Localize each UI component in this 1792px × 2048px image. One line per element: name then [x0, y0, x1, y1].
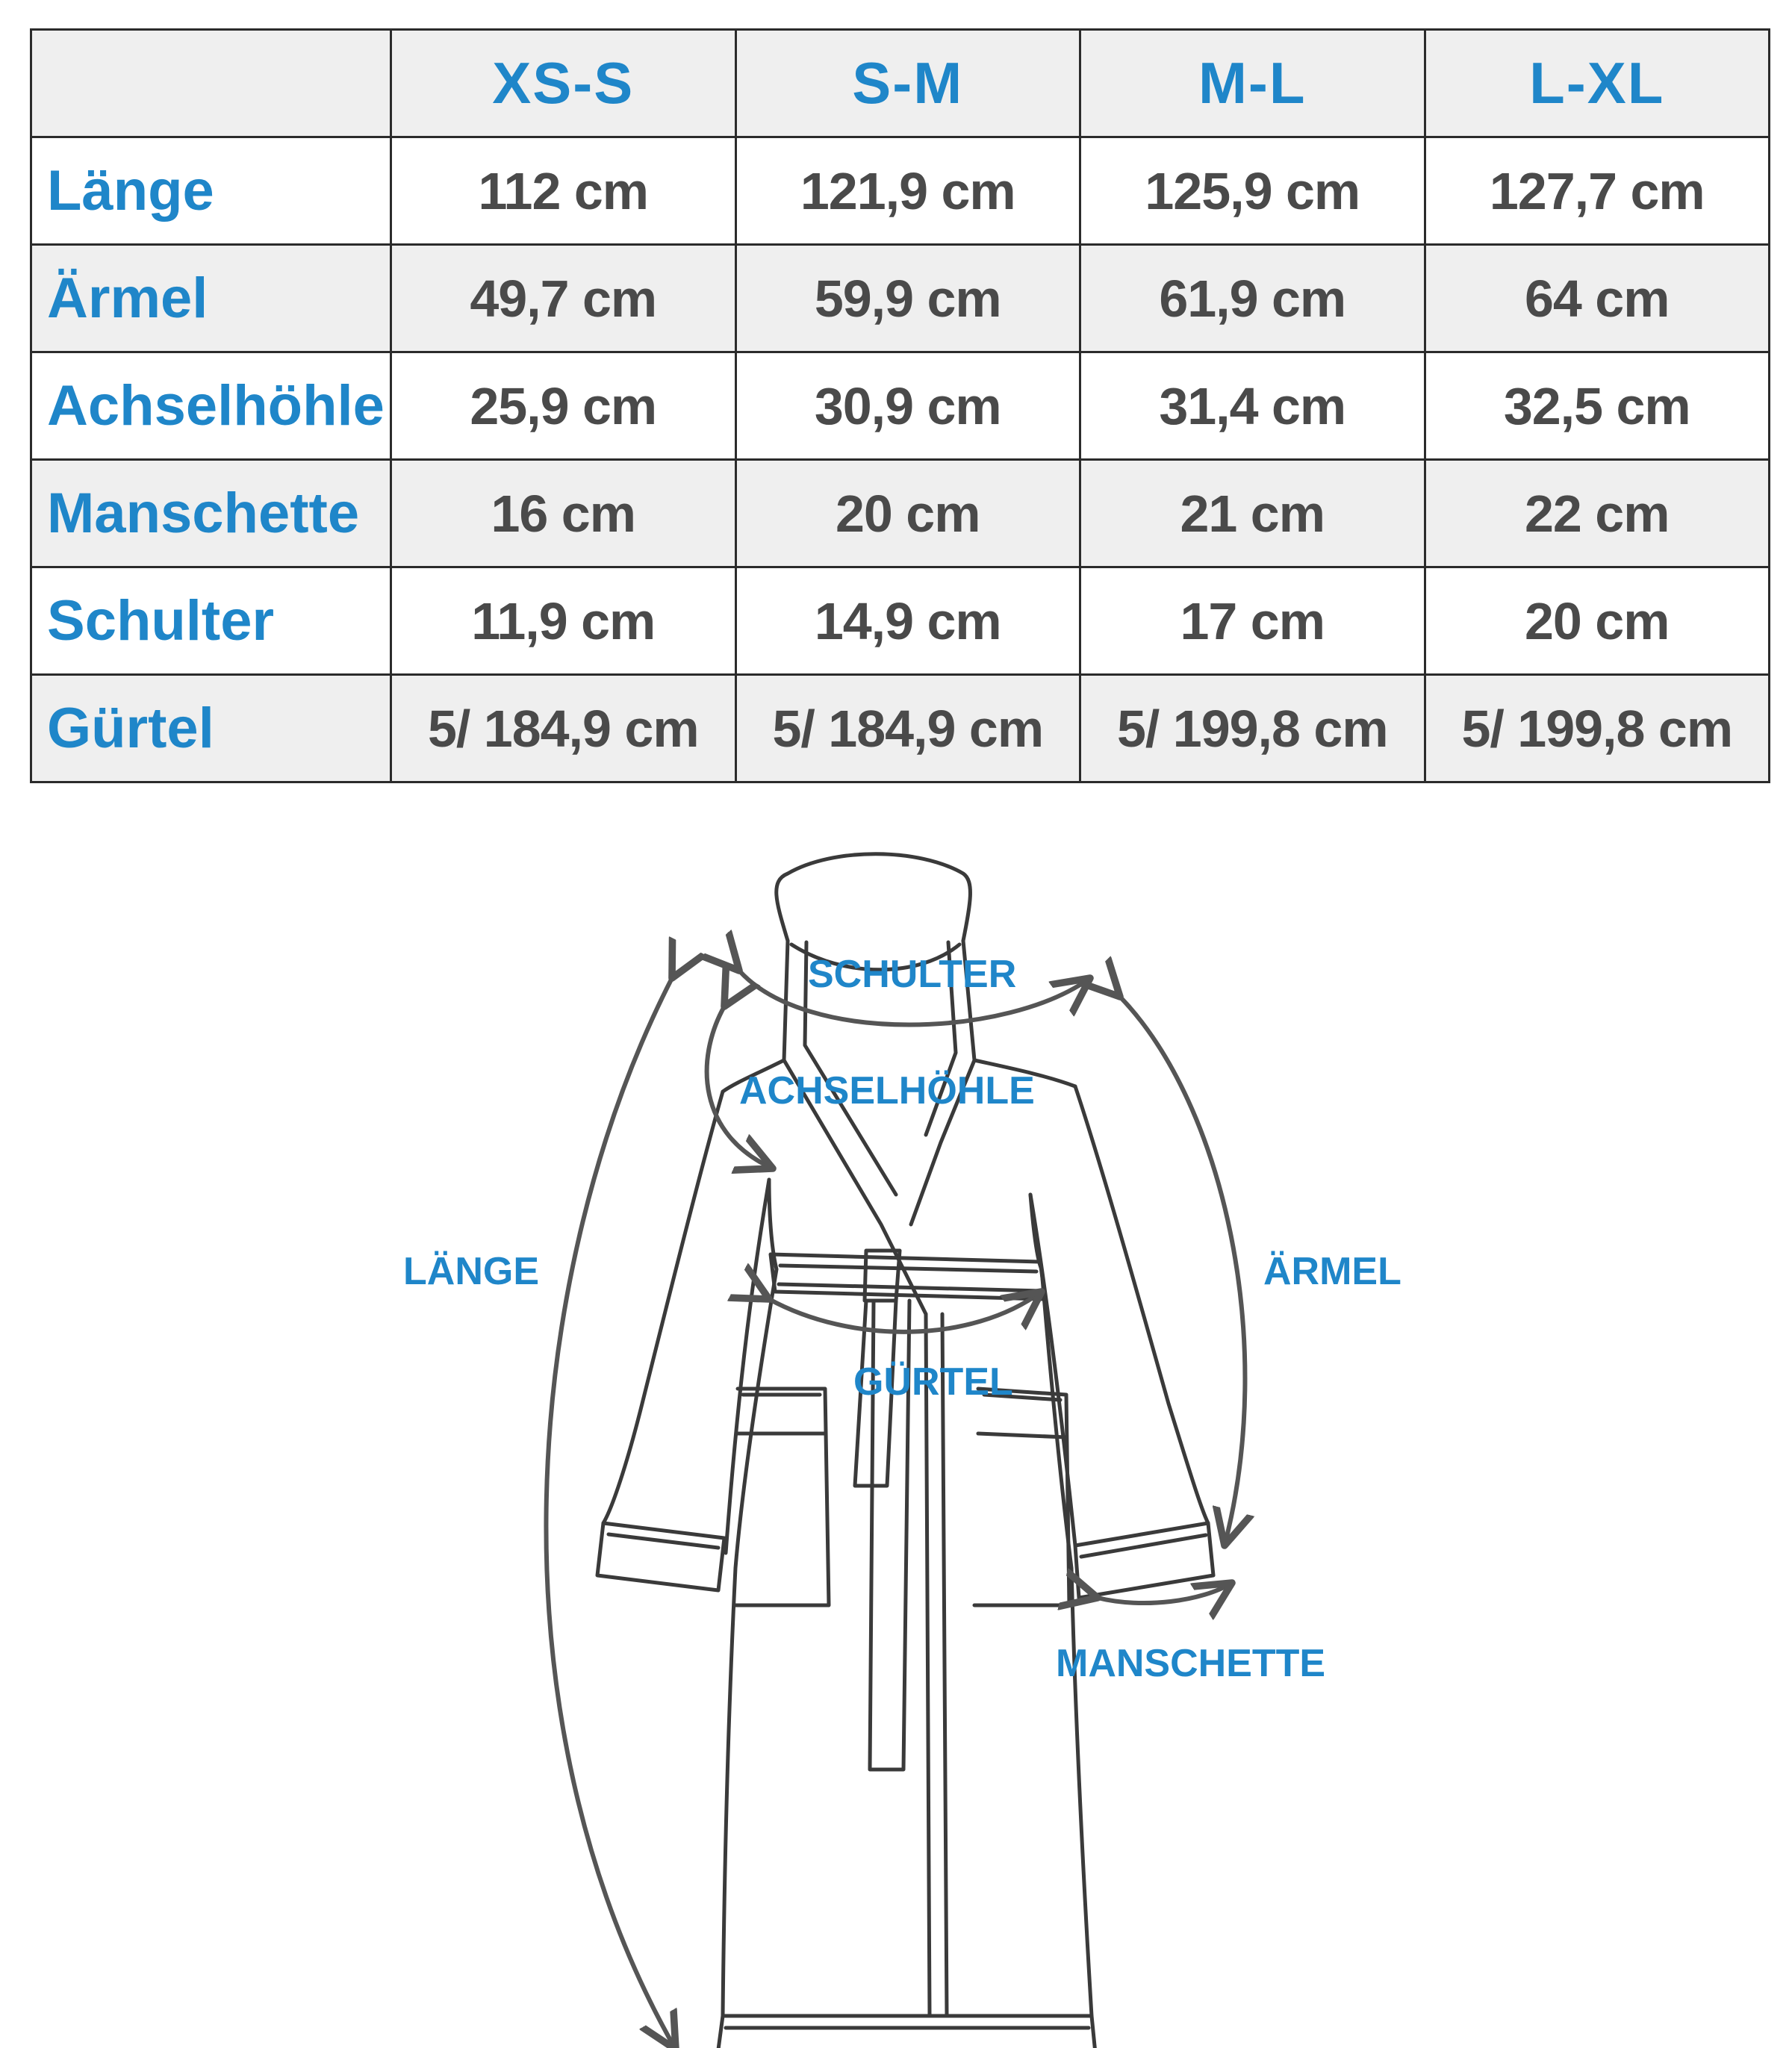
right-sleeve [1075, 1086, 1208, 1523]
right-pocket [974, 1389, 1069, 1605]
laenge-label: LÄNGE [403, 1250, 539, 1293]
size-header-xs-s: XS-S [391, 30, 736, 137]
right-cuff [1075, 1523, 1213, 1598]
front-edge [926, 1314, 930, 2016]
row-label: Länge [31, 137, 391, 245]
left-lapel [784, 941, 926, 1314]
table-cell: 121,9 cm [735, 137, 1080, 245]
table-cell: 20 cm [735, 460, 1080, 567]
left-pocket [735, 1389, 829, 1605]
table-cell: 32,5 cm [1425, 352, 1770, 460]
size-table [30, 28, 1770, 783]
table-cell: 59,9 cm [735, 245, 1080, 352]
size-header-l-xl: L-XL [1425, 30, 1770, 137]
table-cell: 5/ 199,8 cm [1080, 675, 1425, 782]
row-label: Gürtel [31, 675, 391, 782]
table-row-schulter [31, 567, 1770, 675]
measurement-arrows [546, 971, 1245, 2048]
table-row-guertel [31, 675, 1770, 782]
table-cell: 5/ 184,9 cm [735, 675, 1080, 782]
right-lapel [911, 941, 974, 1224]
row-label: Ärmel [31, 245, 391, 352]
table-cell: 17 cm [1080, 567, 1425, 675]
table-cell: 61,9 cm [1080, 245, 1425, 352]
size-header-m-l: M-L [1080, 30, 1425, 137]
belt-loop [865, 1251, 900, 1301]
table-cell: 14,9 cm [735, 567, 1080, 675]
table-cell: 5/ 184,9 cm [391, 675, 736, 782]
right-side [1030, 1195, 1092, 2016]
bathrobe-outline [597, 854, 1213, 2048]
right-shoulder [974, 1060, 1075, 1086]
left-shoulder [723, 1060, 784, 1092]
table-cell: 125,9 cm [1080, 137, 1425, 245]
table-cell: 20 cm [1425, 567, 1770, 675]
left-side [723, 1180, 777, 2016]
table-cell: 21 cm [1080, 460, 1425, 567]
achselhoehle-arrow [707, 1006, 773, 1168]
belt [771, 1254, 1045, 1299]
header-row [31, 30, 1770, 137]
table-cell: 22 cm [1425, 460, 1770, 567]
table-row-manschette [31, 460, 1770, 567]
left-sleeve [603, 1092, 723, 1523]
size-header-s-m: S-M [735, 30, 1080, 137]
aermel-arrow [1120, 997, 1245, 1546]
left-cuff [597, 1523, 724, 1590]
schulter-label: SCHULTER [808, 953, 1017, 996]
collar-outline [777, 854, 971, 941]
belt-tail-right [870, 1301, 909, 1770]
row-label: Achselhöhle [31, 352, 391, 460]
table-cell: 31,4 cm [1080, 352, 1425, 460]
table-row-aermel [31, 245, 1770, 352]
table-row-achselhoehle [31, 352, 1770, 460]
table-cell: 64 cm [1425, 245, 1770, 352]
table-row-laenge [31, 137, 1770, 245]
achselhoehle-label: ACHSELHÖHLE [739, 1069, 1035, 1112]
table-cell: 49,7 cm [391, 245, 736, 352]
manschette-arrow [1098, 1583, 1232, 1603]
table-cell: 16 cm [391, 460, 736, 567]
manschette-label: MANSCHETTE [1056, 1642, 1326, 1685]
hem [717, 2016, 1096, 2048]
table-cell: 11,9 cm [391, 567, 736, 675]
table-cell: 127,7 cm [1425, 137, 1770, 245]
guertel-arrow [769, 1292, 1042, 1332]
table-cell: 30,9 cm [735, 352, 1080, 460]
laenge-arrow [546, 978, 676, 2048]
schulter-arrow [739, 971, 1090, 1025]
corner-cell [31, 30, 391, 137]
row-label: Manschette [31, 460, 391, 567]
row-label: Schulter [31, 567, 391, 675]
table-cell: 5/ 199,8 cm [1425, 675, 1770, 782]
table-cell: 112 cm [391, 137, 736, 245]
guertel-label: GÜRTEL [853, 1360, 1013, 1404]
table-cell: 25,9 cm [391, 352, 736, 460]
aermel-label: ÄRMEL [1263, 1250, 1401, 1293]
belt-tail-left [855, 1301, 896, 1486]
